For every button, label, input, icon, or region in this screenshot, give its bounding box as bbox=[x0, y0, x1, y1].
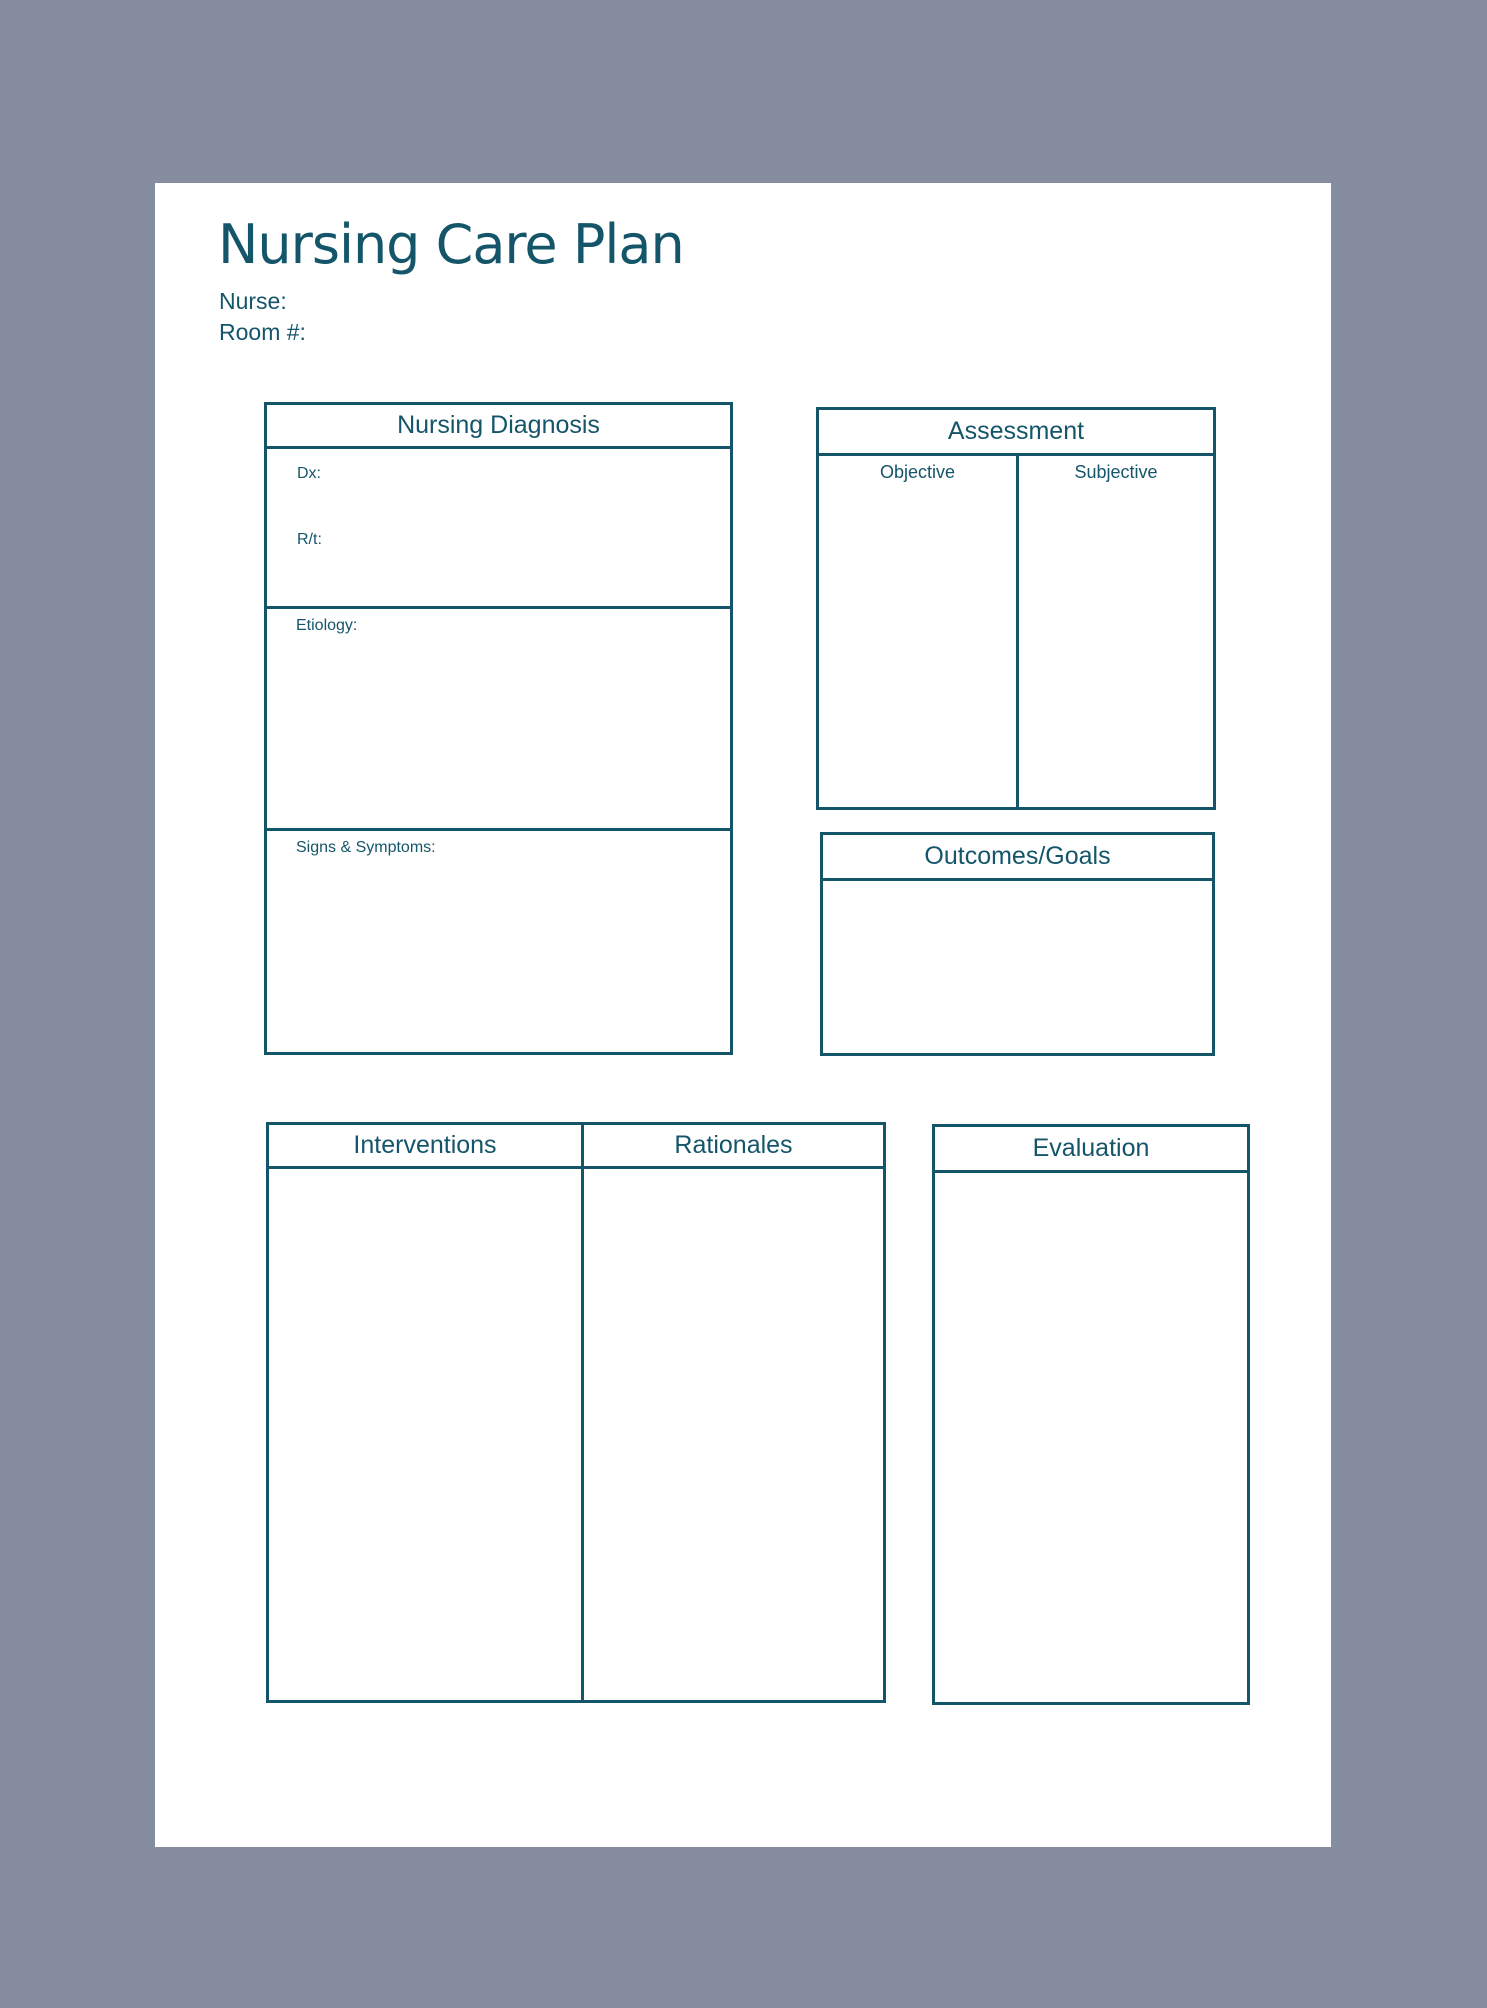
diagnosis-divider-1 bbox=[267, 606, 730, 609]
nursing-diagnosis-box bbox=[264, 402, 733, 1055]
signs-symptoms-label: Signs & Symptoms: bbox=[296, 839, 436, 856]
assessment-box bbox=[816, 407, 1216, 810]
nursing-diagnosis-heading: Nursing Diagnosis bbox=[267, 405, 730, 449]
objective-label: Objective bbox=[879, 462, 956, 482]
nurse-label: Nurse: bbox=[219, 288, 287, 314]
diagnosis-divider-2 bbox=[267, 828, 730, 831]
etiology-label: Etiology: bbox=[296, 617, 358, 634]
outcomes-goals-box bbox=[820, 832, 1215, 1056]
dx-label: Dx: bbox=[297, 465, 321, 482]
outcomes-goals-heading: Outcomes/Goals bbox=[823, 835, 1212, 881]
interventions-column-divider bbox=[581, 1125, 584, 1700]
assessment-column-divider bbox=[1016, 456, 1019, 807]
evaluation-box bbox=[932, 1124, 1250, 1705]
page-title: Nursing Care Plan bbox=[218, 213, 684, 276]
interventions-rationales-header bbox=[269, 1125, 883, 1169]
assessment-heading: Assessment bbox=[819, 410, 1213, 456]
subjective-label: Subjective bbox=[1074, 462, 1158, 482]
evaluation-heading: Evaluation bbox=[935, 1127, 1247, 1173]
interventions-heading: Interventions bbox=[353, 1131, 497, 1159]
rationales-heading: Rationales bbox=[674, 1131, 793, 1159]
room-number-label: Room #: bbox=[219, 319, 306, 345]
rt-label: R/t: bbox=[297, 531, 322, 548]
interventions-rationales-box bbox=[266, 1122, 886, 1703]
care-plan-sheet bbox=[155, 183, 1331, 1847]
